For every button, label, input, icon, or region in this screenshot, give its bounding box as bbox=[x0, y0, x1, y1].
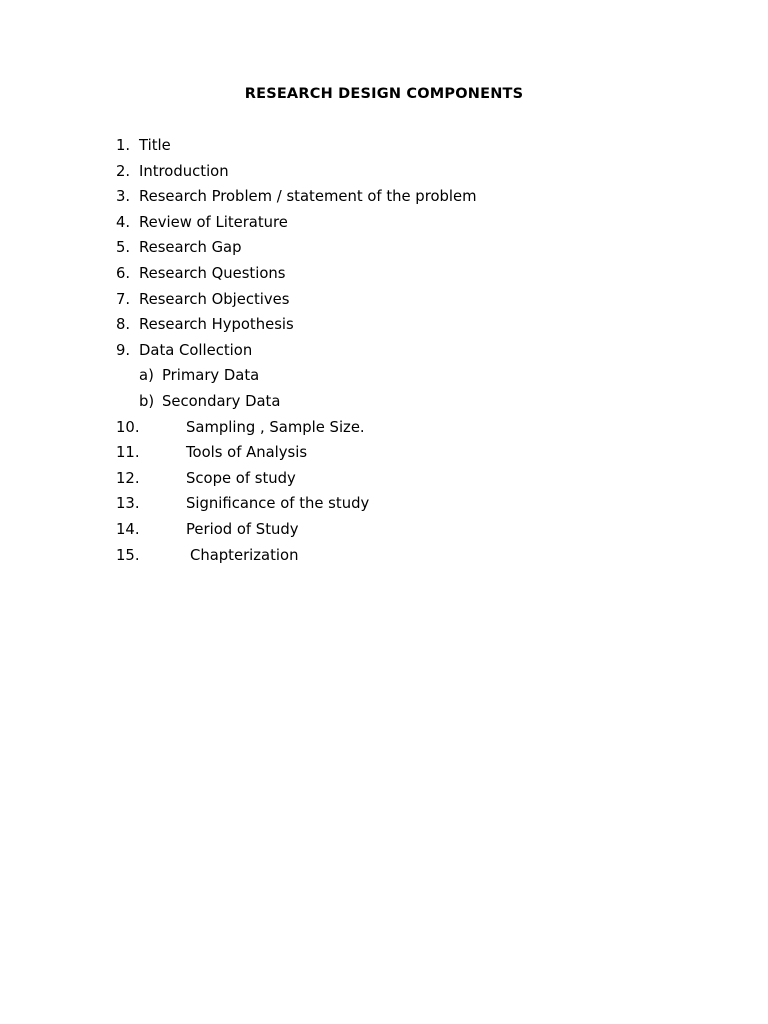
item-number: 14. bbox=[116, 520, 140, 538]
item-text: Chapterization bbox=[190, 546, 299, 564]
sub-list-item bbox=[116, 392, 477, 418]
item-text: Research Objectives bbox=[139, 290, 290, 308]
item-text: Significance of the study bbox=[186, 495, 370, 513]
item-text: Secondary Data bbox=[162, 392, 281, 410]
item-text: Scope of study bbox=[186, 469, 296, 487]
item-text: Period of Study bbox=[186, 520, 299, 538]
list-item bbox=[116, 290, 477, 316]
item-number: 5. bbox=[116, 239, 131, 257]
item-number: 11. bbox=[116, 444, 140, 462]
page-title: RESEARCH DESIGN COMPONENTS bbox=[244, 86, 524, 102]
item-text: Tools of Analysis bbox=[186, 444, 308, 462]
list-item bbox=[116, 238, 477, 264]
item-number: 4. bbox=[116, 213, 131, 231]
item-text: Research Gap bbox=[139, 239, 242, 257]
item-letter: b) bbox=[139, 392, 155, 410]
list-item bbox=[116, 315, 477, 341]
list-item bbox=[116, 213, 477, 239]
list-item bbox=[116, 136, 477, 162]
item-number: 15. bbox=[116, 546, 140, 564]
item-number: 6. bbox=[116, 264, 131, 282]
sub-list-item bbox=[116, 366, 477, 392]
item-number: 8. bbox=[116, 316, 131, 334]
list-item bbox=[116, 443, 477, 469]
list-item bbox=[116, 418, 477, 444]
list-item bbox=[116, 494, 477, 520]
list-item bbox=[116, 187, 477, 213]
item-text: Sampling , Sample Size. bbox=[186, 418, 365, 436]
item-text: Title bbox=[139, 137, 171, 154]
item-number: 9. bbox=[116, 341, 131, 359]
item-text: Review of Literature bbox=[139, 213, 288, 231]
item-text: Primary Data bbox=[162, 367, 260, 385]
list-item bbox=[116, 264, 477, 290]
list-item bbox=[116, 546, 477, 572]
components-list bbox=[116, 136, 477, 571]
list-item bbox=[116, 520, 477, 546]
list-item bbox=[116, 162, 477, 188]
item-text: Research Questions bbox=[139, 264, 286, 282]
item-number: 12. bbox=[116, 469, 140, 487]
item-text: Introduction bbox=[139, 162, 229, 180]
list-item bbox=[116, 341, 477, 367]
item-number: 1. bbox=[116, 137, 131, 154]
item-text: Research Problem / statement of the problem bbox=[139, 188, 477, 206]
item-number: 3. bbox=[116, 188, 131, 206]
item-letter: a) bbox=[139, 367, 154, 385]
item-number: 2. bbox=[116, 162, 131, 180]
item-number: 7. bbox=[116, 290, 131, 308]
item-number: 13. bbox=[116, 495, 140, 513]
item-text: Research Hypothesis bbox=[139, 316, 294, 334]
item-text: Data Collection bbox=[139, 341, 253, 359]
item-number: 10. bbox=[116, 418, 140, 436]
list-item bbox=[116, 469, 477, 495]
